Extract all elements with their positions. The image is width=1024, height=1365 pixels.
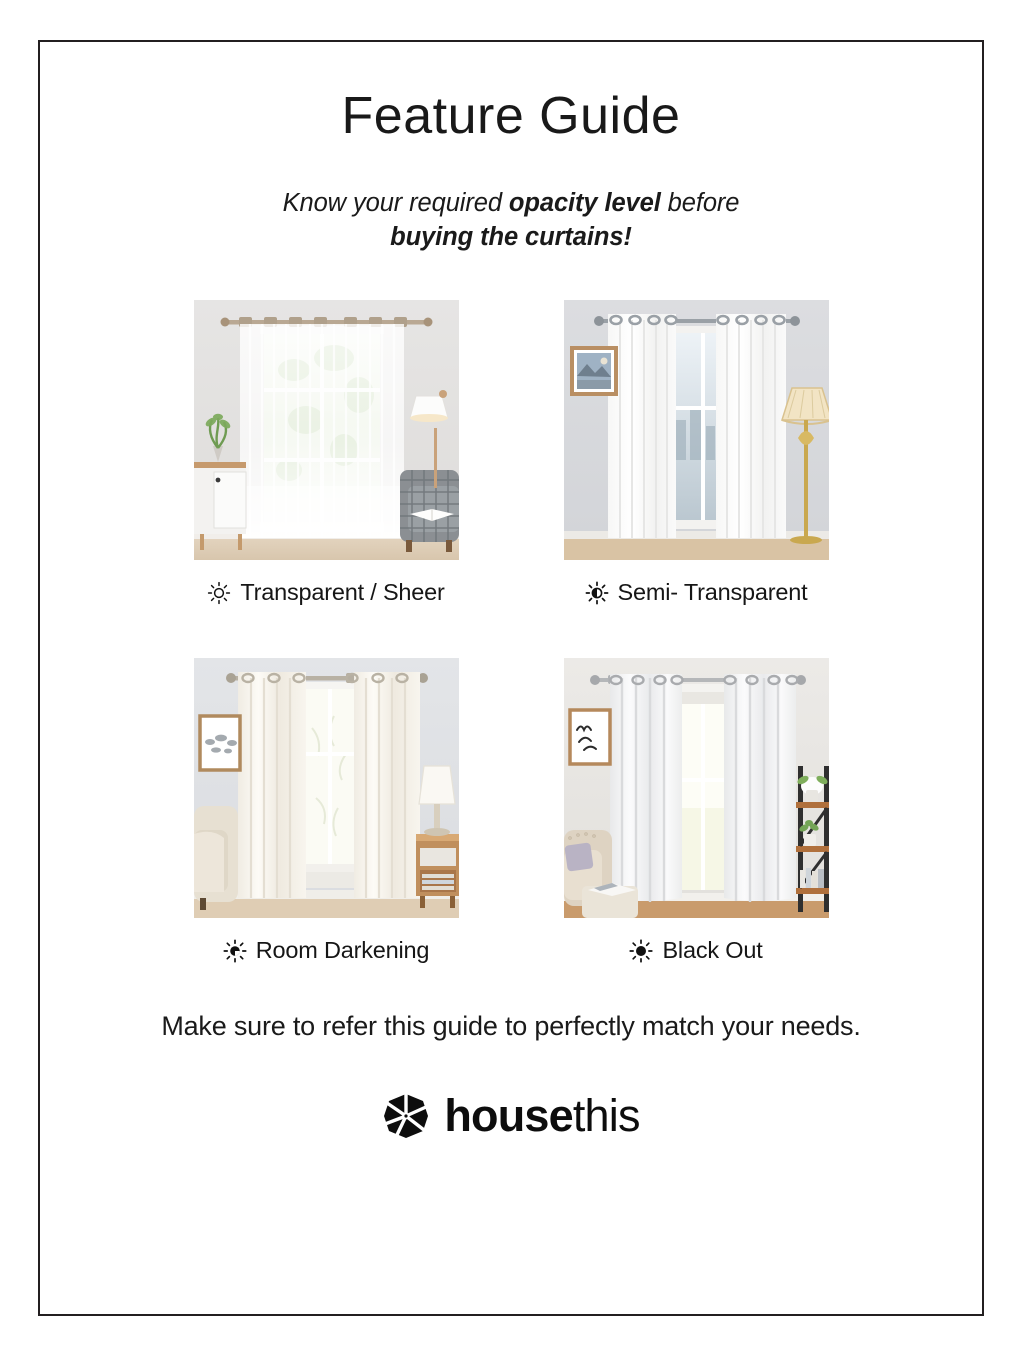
semi-transparent-scene-illustration (564, 300, 829, 560)
feature-caption-black-out (564, 937, 829, 964)
brand-name-bold: house (444, 1090, 573, 1142)
page-subtitle (283, 187, 740, 254)
page-title: Feature Guide (341, 87, 681, 145)
subtitle-text-after: before (660, 189, 740, 217)
room-darkening-curtain-photo (194, 658, 459, 918)
sun-solid-icon (629, 939, 653, 963)
semi-transparent-curtain-photo (564, 300, 829, 560)
feature-label: Semi- Transparent (617, 579, 808, 606)
feature-card-transparent-sheer (194, 300, 459, 606)
feature-card-room-darkening (194, 658, 459, 964)
footer-note: Make sure to refer this guide to perfectly match your needs. (161, 1011, 861, 1042)
poster-page (38, 40, 984, 1316)
feature-card-semi-transparent (564, 300, 829, 606)
feature-card-black-out (564, 658, 829, 964)
feature-caption-transparent-sheer (194, 579, 459, 606)
brand-name-light: this (572, 1090, 640, 1142)
subtitle-text-before: Know your required (282, 189, 509, 217)
feature-label: Transparent / Sheer (240, 579, 445, 606)
sun-mostly-filled-icon (223, 939, 247, 963)
feature-caption-semi-transparent (564, 579, 829, 606)
feature-label: Black Out (662, 937, 763, 964)
blackout-scene-illustration (564, 658, 829, 918)
subtitle-emphasis: opacity level (508, 189, 661, 217)
brand-wordmark (444, 1090, 640, 1142)
sun-half-filled-icon (585, 581, 609, 605)
brand-logo (382, 1090, 640, 1142)
blackout-curtain-photo (564, 658, 829, 918)
room-darkening-scene-illustration (194, 658, 459, 918)
sun-outline-icon (207, 581, 231, 605)
feature-caption-room-darkening (194, 937, 459, 964)
feature-label: Room Darkening (255, 937, 430, 964)
sheer-scene-illustration (194, 300, 459, 560)
feature-grid (194, 300, 829, 964)
housethis-pinwheel-logo-icon (382, 1093, 430, 1139)
subtitle-line-2: buying the curtains! (390, 222, 632, 251)
sheer-curtain-living-room-photo (194, 300, 459, 560)
